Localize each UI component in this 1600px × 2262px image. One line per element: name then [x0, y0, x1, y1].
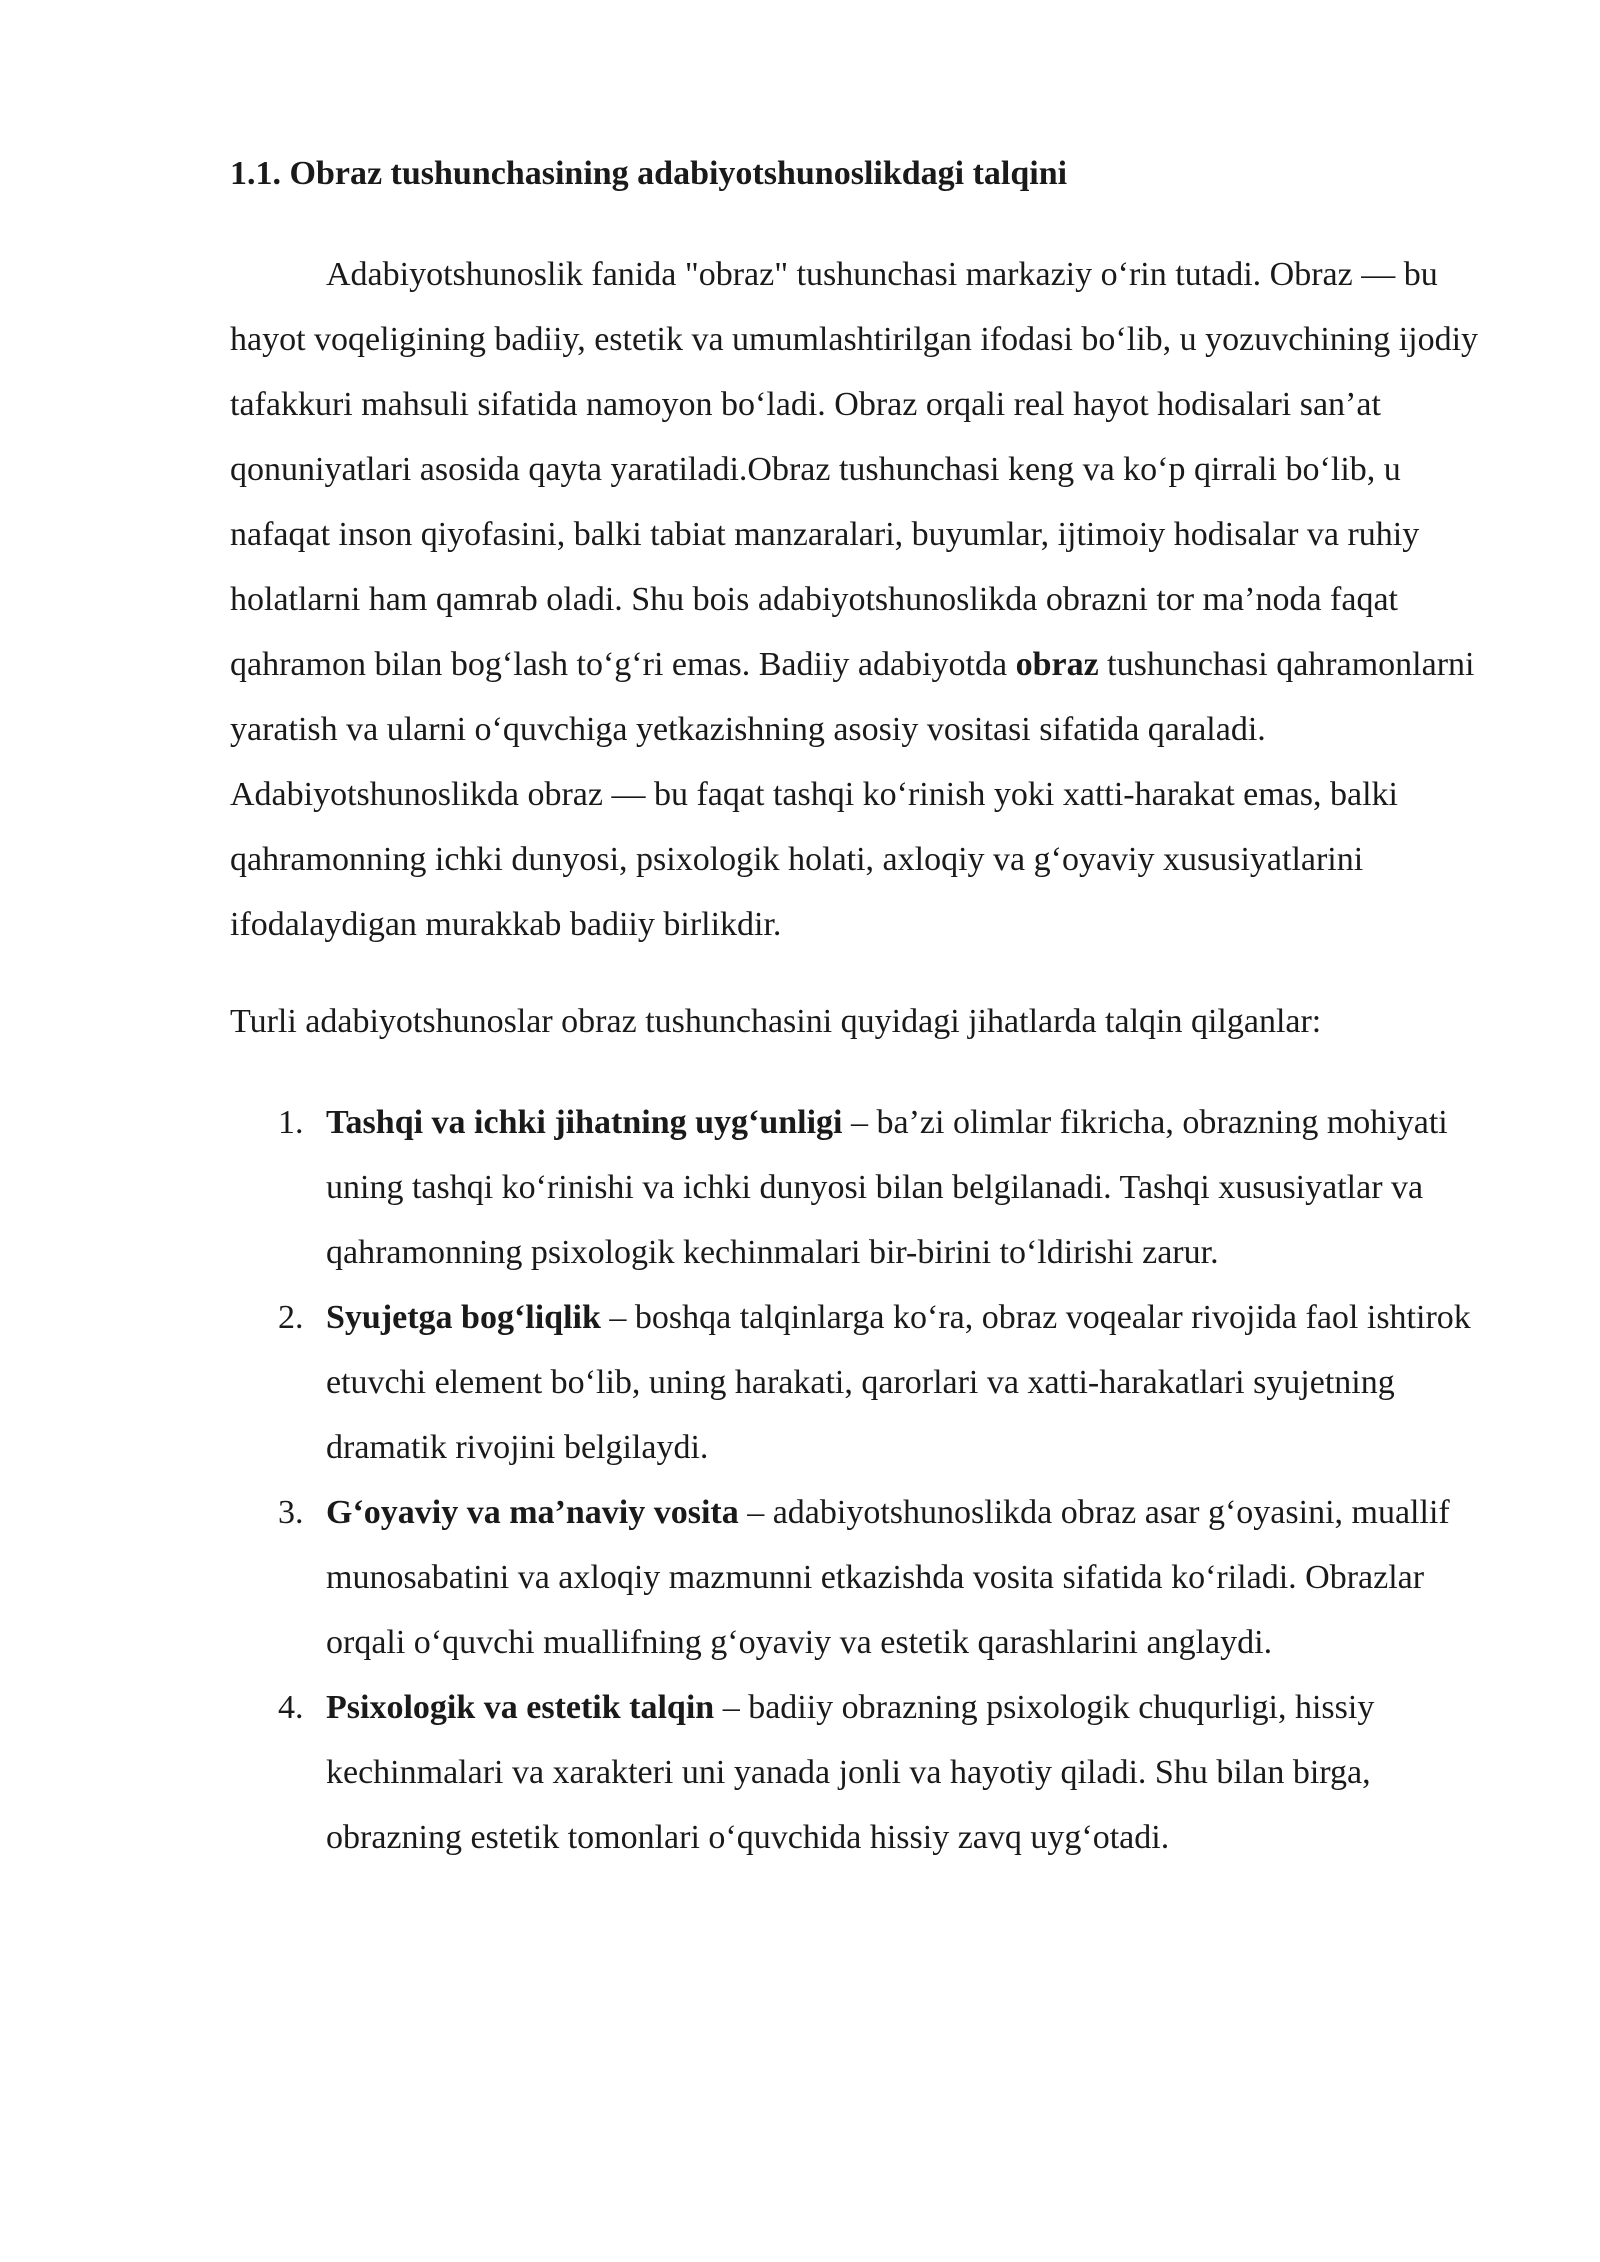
list-item	[230, 1675, 1490, 1870]
list-item	[230, 1285, 1490, 1480]
interpretation-list	[230, 1090, 1490, 1870]
document-page	[230, 150, 1490, 1870]
list-item-text: – ba’zi olimlar fikricha, obrazning mohiyati uning tashqi ko‘rinishi va ichki dunyosi bilan belgilanadi. Tashqi xususiyatlar va qahramonning psixologik kechinmalari bir-birini to‘ldirishi zarur.	[326, 1104, 1448, 1271]
list-item-number: 2.	[278, 1299, 304, 1336]
intro-paragraph	[230, 242, 1490, 957]
list-item-text: – adabiyotshunoslikda obraz asar g‘oyasini, muallif munosabatini va axloqiy mazmunni etkazishda vosita sifatida ko‘riladi. Obrazlar orqali o‘quvchi muallifning g‘oyaviy va estetik qarashlarini anglaydi.	[326, 1494, 1450, 1661]
intro-bold-term: obraz	[1015, 646, 1099, 683]
intro-text-part1: Adabiyotshunoslik fanida "obraz" tushunchasi markaziy o‘rin tutadi. Obraz — bu hayot voqeligining badiiy, estetik va umumlashtirilgan ifodasi bo‘lib, u yozuvchining ijodiy tafakkuri mahsuli sifatida namoyon bo‘ladi. Obraz orqali real hayot hodisalari san’at qonuniyatlari asosida qayta yaratiladi.Obraz tushunchasi keng va ko‘p qirrali bo‘lib, u nafaqat inson qiyofasini, balki tabiat manzaralari, buyumlar, ijtimoiy hodisalar va ruhiy holatlarni ham qamrab oladi. Shu bois adabiyotshunoslikda obrazni tor ma’noda faqat qahramon bilan bog‘lash to‘g‘ri emas. Badiiy adabiyotda	[230, 256, 1479, 683]
list-item	[230, 1090, 1490, 1285]
list-item-number: 4.	[278, 1689, 304, 1726]
list-item-title: G‘oyaviy va ma’naviy vosita	[326, 1494, 739, 1531]
intro-text-part2: tushunchasi qahramonlarni yaratish va ularni o‘quvchiga yetkazishning asosiy vositasi sifatida qaraladi. Adabiyotshunoslikda obraz — bu faqat tashqi ko‘rinish yoki xatti-harakat emas, balki qahramonning ichki dunyosi, psixologik holati, axloqiy va g‘oyaviy xususiyatlarini ifodalaydigan murakkab badiiy birlikdir.	[230, 646, 1475, 943]
list-item-title: Tashqi va ichki jihatning uyg‘unligi	[326, 1104, 843, 1141]
section-heading: 1.1. Obraz tushunchasining adabiyotshunoslikdagi talqini	[230, 155, 1068, 192]
list-item-title: Syujetga bog‘liqlik	[326, 1299, 601, 1336]
list-item-number: 1.	[278, 1104, 304, 1141]
list-item-number: 3.	[278, 1494, 304, 1531]
list-item-text: – boshqa talqinlarga ko‘ra, obraz voqealar rivojida faol ishtirok etuvchi element bo‘lib, uning harakati, qarorlari va xatti-harakatlari syujetning dramatik rivojini belgilaydi.	[326, 1299, 1471, 1466]
list-item-text: – badiiy obrazning psixologik chuqurligi, hissiy kechinmalari va xarakteri uni yanada jonli va hayotiy qiladi. Shu bilan birga, obrazning estetik tomonlari o‘quvchida hissiy zavq uyg‘otadi.	[326, 1689, 1375, 1856]
list-item	[230, 1480, 1490, 1675]
list-item-title: Psixologik va estetik talqin	[326, 1689, 715, 1726]
list-lead-paragraph: Turli adabiyotshunoslar obraz tushunchasini quyidagi jihatlarda talqin qilganlar:	[230, 1003, 1322, 1040]
